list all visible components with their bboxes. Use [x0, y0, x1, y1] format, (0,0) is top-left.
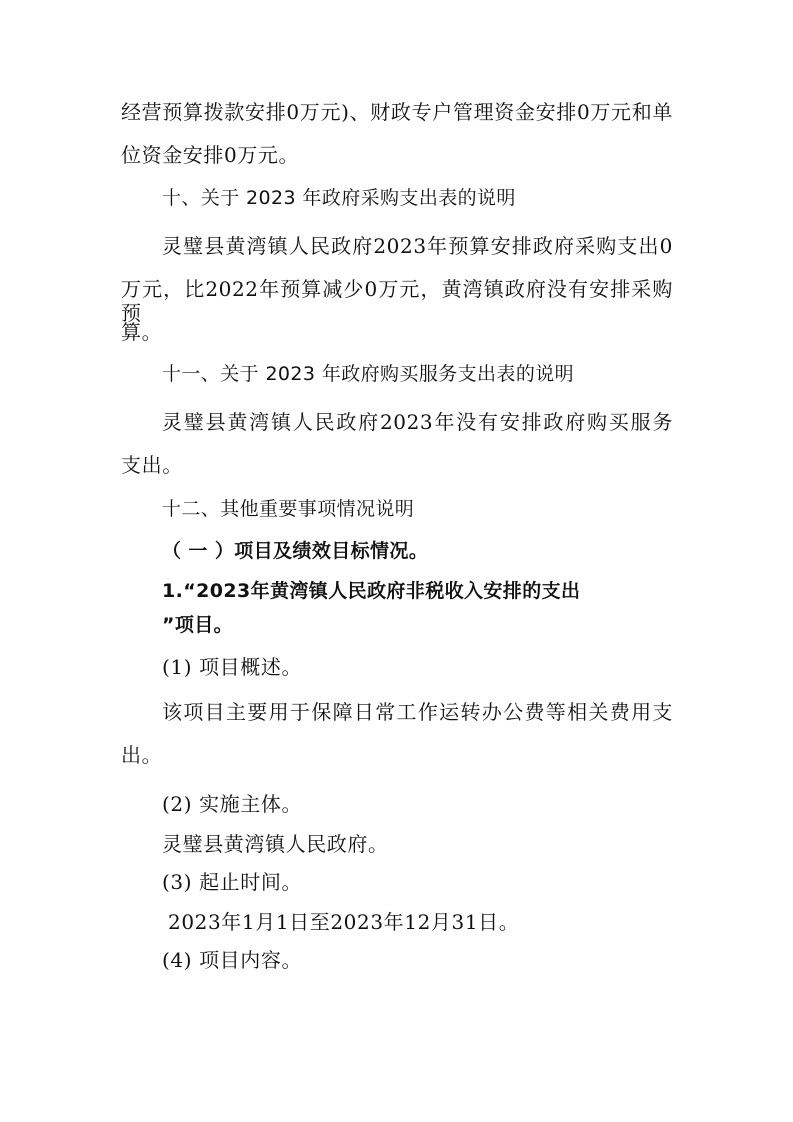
body-text-line: 出。	[121, 743, 163, 767]
body-text-line: 支出。	[121, 453, 183, 477]
section-heading-10: 十、关于 2023 年政府采购支出表的说明	[162, 187, 516, 209]
item-heading: (2) 实施主体。	[162, 792, 303, 816]
body-text-line: 灵璧县黄湾镇人民政府2023年没有安排政府购买服务	[162, 410, 673, 434]
item-heading: (4) 项目内容。	[162, 948, 303, 972]
body-text-line: 2023年1月1日至2023年12月31日。	[168, 910, 520, 934]
body-text-line: 算。	[121, 320, 163, 344]
body-text-line: 经营预算拨款安排0万元)、财政专户管理资金安排0万元和单	[121, 100, 673, 124]
body-text-line: 位资金安排0万元。	[121, 143, 300, 167]
section-heading-11: 十一、关于 2023 年政府购买服务支出表的说明	[162, 363, 575, 385]
subsection-heading: （ 一 ）项目及绩效目标情况。	[162, 540, 429, 562]
item-heading: (1) 项目概述。	[162, 655, 303, 679]
project-title-line: 1.“2023年黄湾镇人民政府非税收入安排的支出	[162, 580, 581, 602]
body-text-line: 万元，比2022年预算减少0万元，黄湾镇政府没有安排采购预	[121, 277, 673, 325]
body-text-line: 灵璧县黄湾镇人民政府2023年预算安排政府采购支出0	[162, 234, 673, 258]
section-heading-12: 十二、其他重要事项情况说明	[162, 498, 415, 520]
body-text-line: 灵璧县黄湾镇人民政府。	[162, 832, 389, 856]
project-title-line: ”项目。	[162, 614, 234, 636]
body-text-line: 该项目主要用于保障日常工作运转办公费等相关费用支	[162, 700, 673, 724]
item-heading: (3) 起止时间。	[162, 870, 303, 894]
